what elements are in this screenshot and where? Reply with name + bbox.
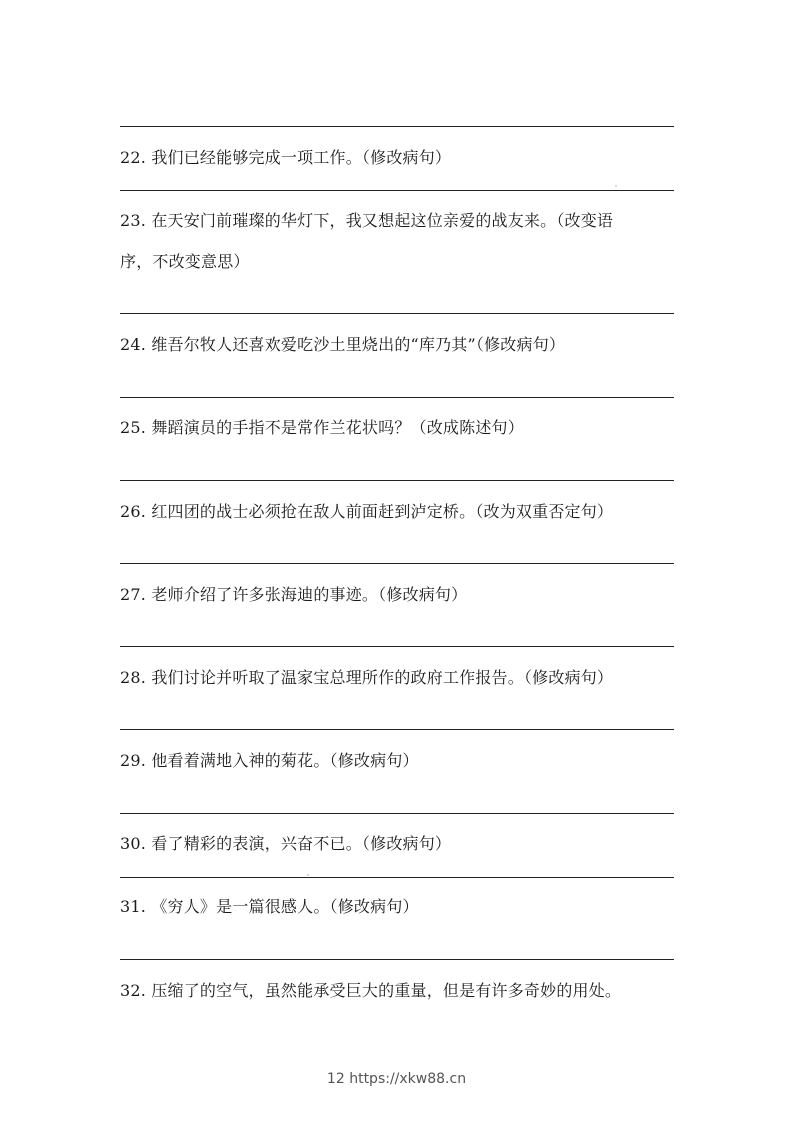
question-23-continued: 序，不改变意思） [120,252,250,271]
question-24: 24. 维吾尔牧人还喜欢爱吃沙土里烧出的“库乃其”（修改病句） [120,335,566,354]
answer-line [120,813,674,814]
question-29: 29. 他看着满地入神的菊花。（修改病句） [120,751,419,770]
question-31: 31. 《穷人》是一篇很感人。（修改病句） [120,897,419,916]
answer-line [120,959,674,960]
page-footer [0,1071,793,1087]
question-26: 26. 红四团的战士必须抢在敌人前面赶到泸定桥。（改为双重否定句） [120,502,614,521]
answer-line [120,397,674,398]
question-23: 23. 在天安门前璀璨的华灯下，我又想起这位亲爱的战友来。（改变语 [120,211,614,230]
answer-line [120,646,674,647]
answer-line [120,563,674,564]
page-number: 12 [326,1071,345,1087]
scan-speck [615,185,617,187]
question-30: 30. 看了精彩的表演，兴奋不已。（修改病句） [120,834,452,853]
answer-line [120,313,674,314]
scan-speck [307,874,309,876]
answer-line [120,190,674,191]
question-25: 25. 舞蹈演员的手指不是常作兰花状吗？（改成陈述句） [120,418,524,437]
footer-url: https://xkw88.cn [349,1071,467,1087]
question-22: 22. 我们已经能够完成一项工作。（修改病句） [120,148,452,167]
answer-line [120,877,674,878]
answer-line [120,480,674,481]
answer-line [120,126,674,127]
question-32: 32. 压缩了的空气，虽然能承受巨大的重量，但是有许多奇妙的用处。 [120,981,622,1000]
answer-line [120,729,674,730]
question-27: 27. 老师介绍了许多张海迪的事迹。（修改病句） [120,585,468,604]
question-28: 28. 我们讨论并听取了温家宝总理所作的政府工作报告。（修改病句） [120,668,614,687]
